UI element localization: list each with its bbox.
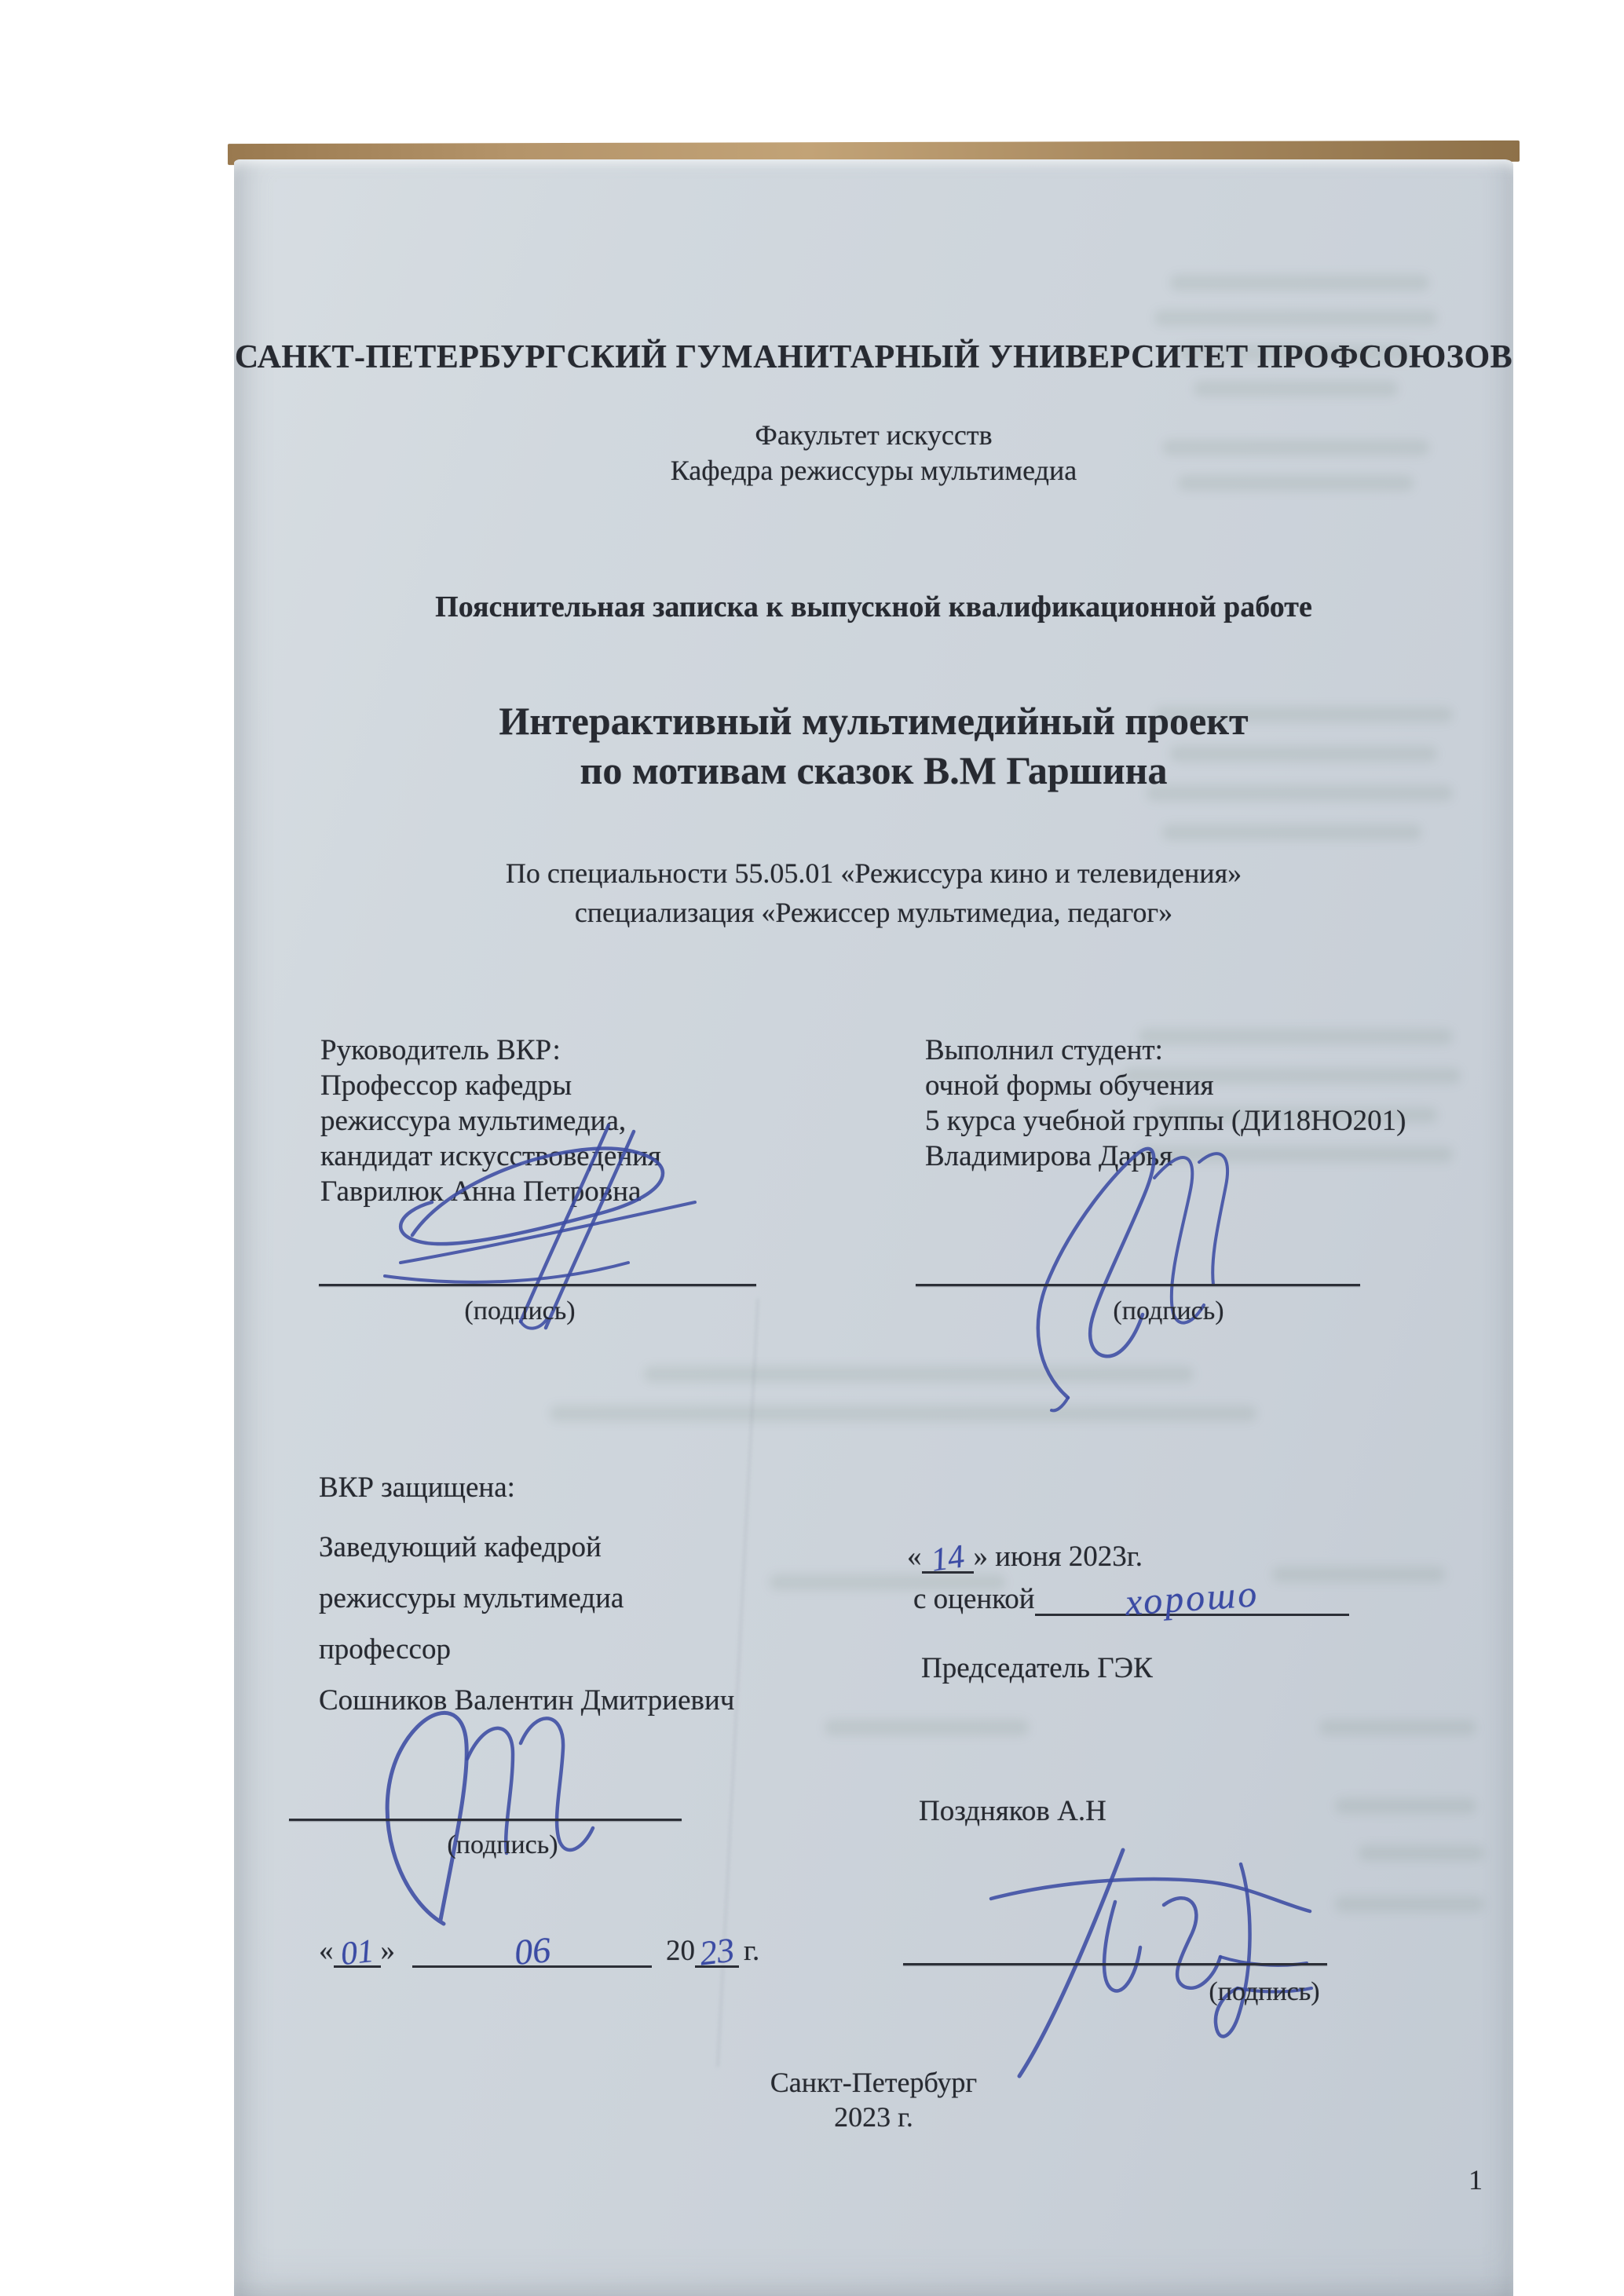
advisor-signature-caption: (подпись) [464,1296,576,1325]
student-signature-caption: (подпись) [1113,1296,1224,1325]
grade-underline [1035,1573,1349,1624]
advisor-position-line1: Профессор кафедры [320,1069,572,1102]
head-name: Сошников Валентин Дмитриевич [319,1684,735,1717]
university-name: САНКТ-ПЕТЕРБУРГСКИЙ ГУМАНИТАРНЫЙ УНИВЕРСИТЕТ ПРОФСОЮЗОВ [234,339,1513,375]
gek-signature-line [903,1963,1327,1965]
student-info-line2: 5 курса учебной группы (ДИ18НО201) [925,1105,1406,1137]
defense-day-underline [922,1538,974,1579]
grade-value-handwritten: хорошо [1123,1573,1260,1624]
sign-day-underline [334,1932,381,1973]
head-position-line2: режиссуры мультимедиа [319,1582,624,1614]
specialty-line: По специальности 55.05.01 «Режиссура кино и телевидения» [505,857,1242,889]
department-name: Кафедра режиссуры мультимедиа [670,455,1077,486]
specialization-line: специализация «Режиссер мультимедиа, педагог» [574,897,1173,928]
student-role-label: Выполнил студент: [925,1034,1163,1066]
head-signature-line [289,1819,682,1821]
student-signature [993,1131,1253,1413]
defense-day-handwritten: 14 [928,1538,967,1579]
footer-year: 2023 г. [834,2101,913,2133]
defense-date-rest: » июня 2023г. [973,1541,1143,1573]
student-name: Владимирова Дарья [925,1140,1173,1172]
sign-year-handwritten: 23 [697,1930,737,1973]
sign-date-line [319,1929,760,1973]
student-info-line1: очной формы обучения [925,1069,1214,1102]
advisor-position-line2: режиссура мультимедиа, [320,1105,627,1137]
head-signature [326,1688,609,1932]
advisor-position-line3: кандидат искусствоведения [320,1140,661,1172]
sign-year-underline [695,1930,739,1973]
work-title-line1: Интерактивный мультимедийный проект [499,699,1249,743]
faculty-name: Факультет искусств [755,419,993,451]
gek-signature [982,1830,1319,2081]
sign-year-suffix: г. [744,1935,760,1967]
sign-day-handwritten: 01 [338,1932,375,1973]
gek-signature-caption: (подпись) [1209,1977,1320,2006]
sign-year-prefix: 20 [666,1935,695,1967]
grade-label: с оценкой [913,1583,1035,1615]
defense-date-open-quote: « [907,1541,922,1573]
work-title-line2: по мотивам сказок В.М Гаршина [580,748,1168,792]
advisor-role-label: Руководитель ВКР: [320,1034,561,1066]
grade-line [913,1573,1349,1624]
advisor-name: Гаврилюк Анна Петровна [320,1175,642,1208]
advisor-signature-line [319,1284,756,1286]
gek-chair-name: Поздняков А.Н [919,1795,1106,1827]
page-number: 1 [1469,2164,1483,2195]
sign-month-handwritten: 06 [512,1929,552,1972]
defended-label: ВКР защищена: [319,1472,515,1504]
paper-sheet [234,159,1513,2296]
gek-chair-label: Председатель ГЭК [921,1652,1153,1684]
sign-date-close-quote: » [380,1935,395,1967]
sign-date-open-quote: « [319,1935,334,1967]
footer-city: Санкт-Петербург [770,2067,978,2098]
student-signature-line [916,1284,1360,1286]
head-signature-caption: (подпись) [447,1830,558,1859]
defense-date-line [907,1538,1143,1579]
head-position-line3: профессор [319,1633,451,1665]
sign-month-underline [412,1929,652,1972]
work-subtitle: Пояснительная записка к выпускной квалификационной работе [435,590,1312,623]
head-position-line1: Заведующий кафедрой [319,1531,602,1563]
